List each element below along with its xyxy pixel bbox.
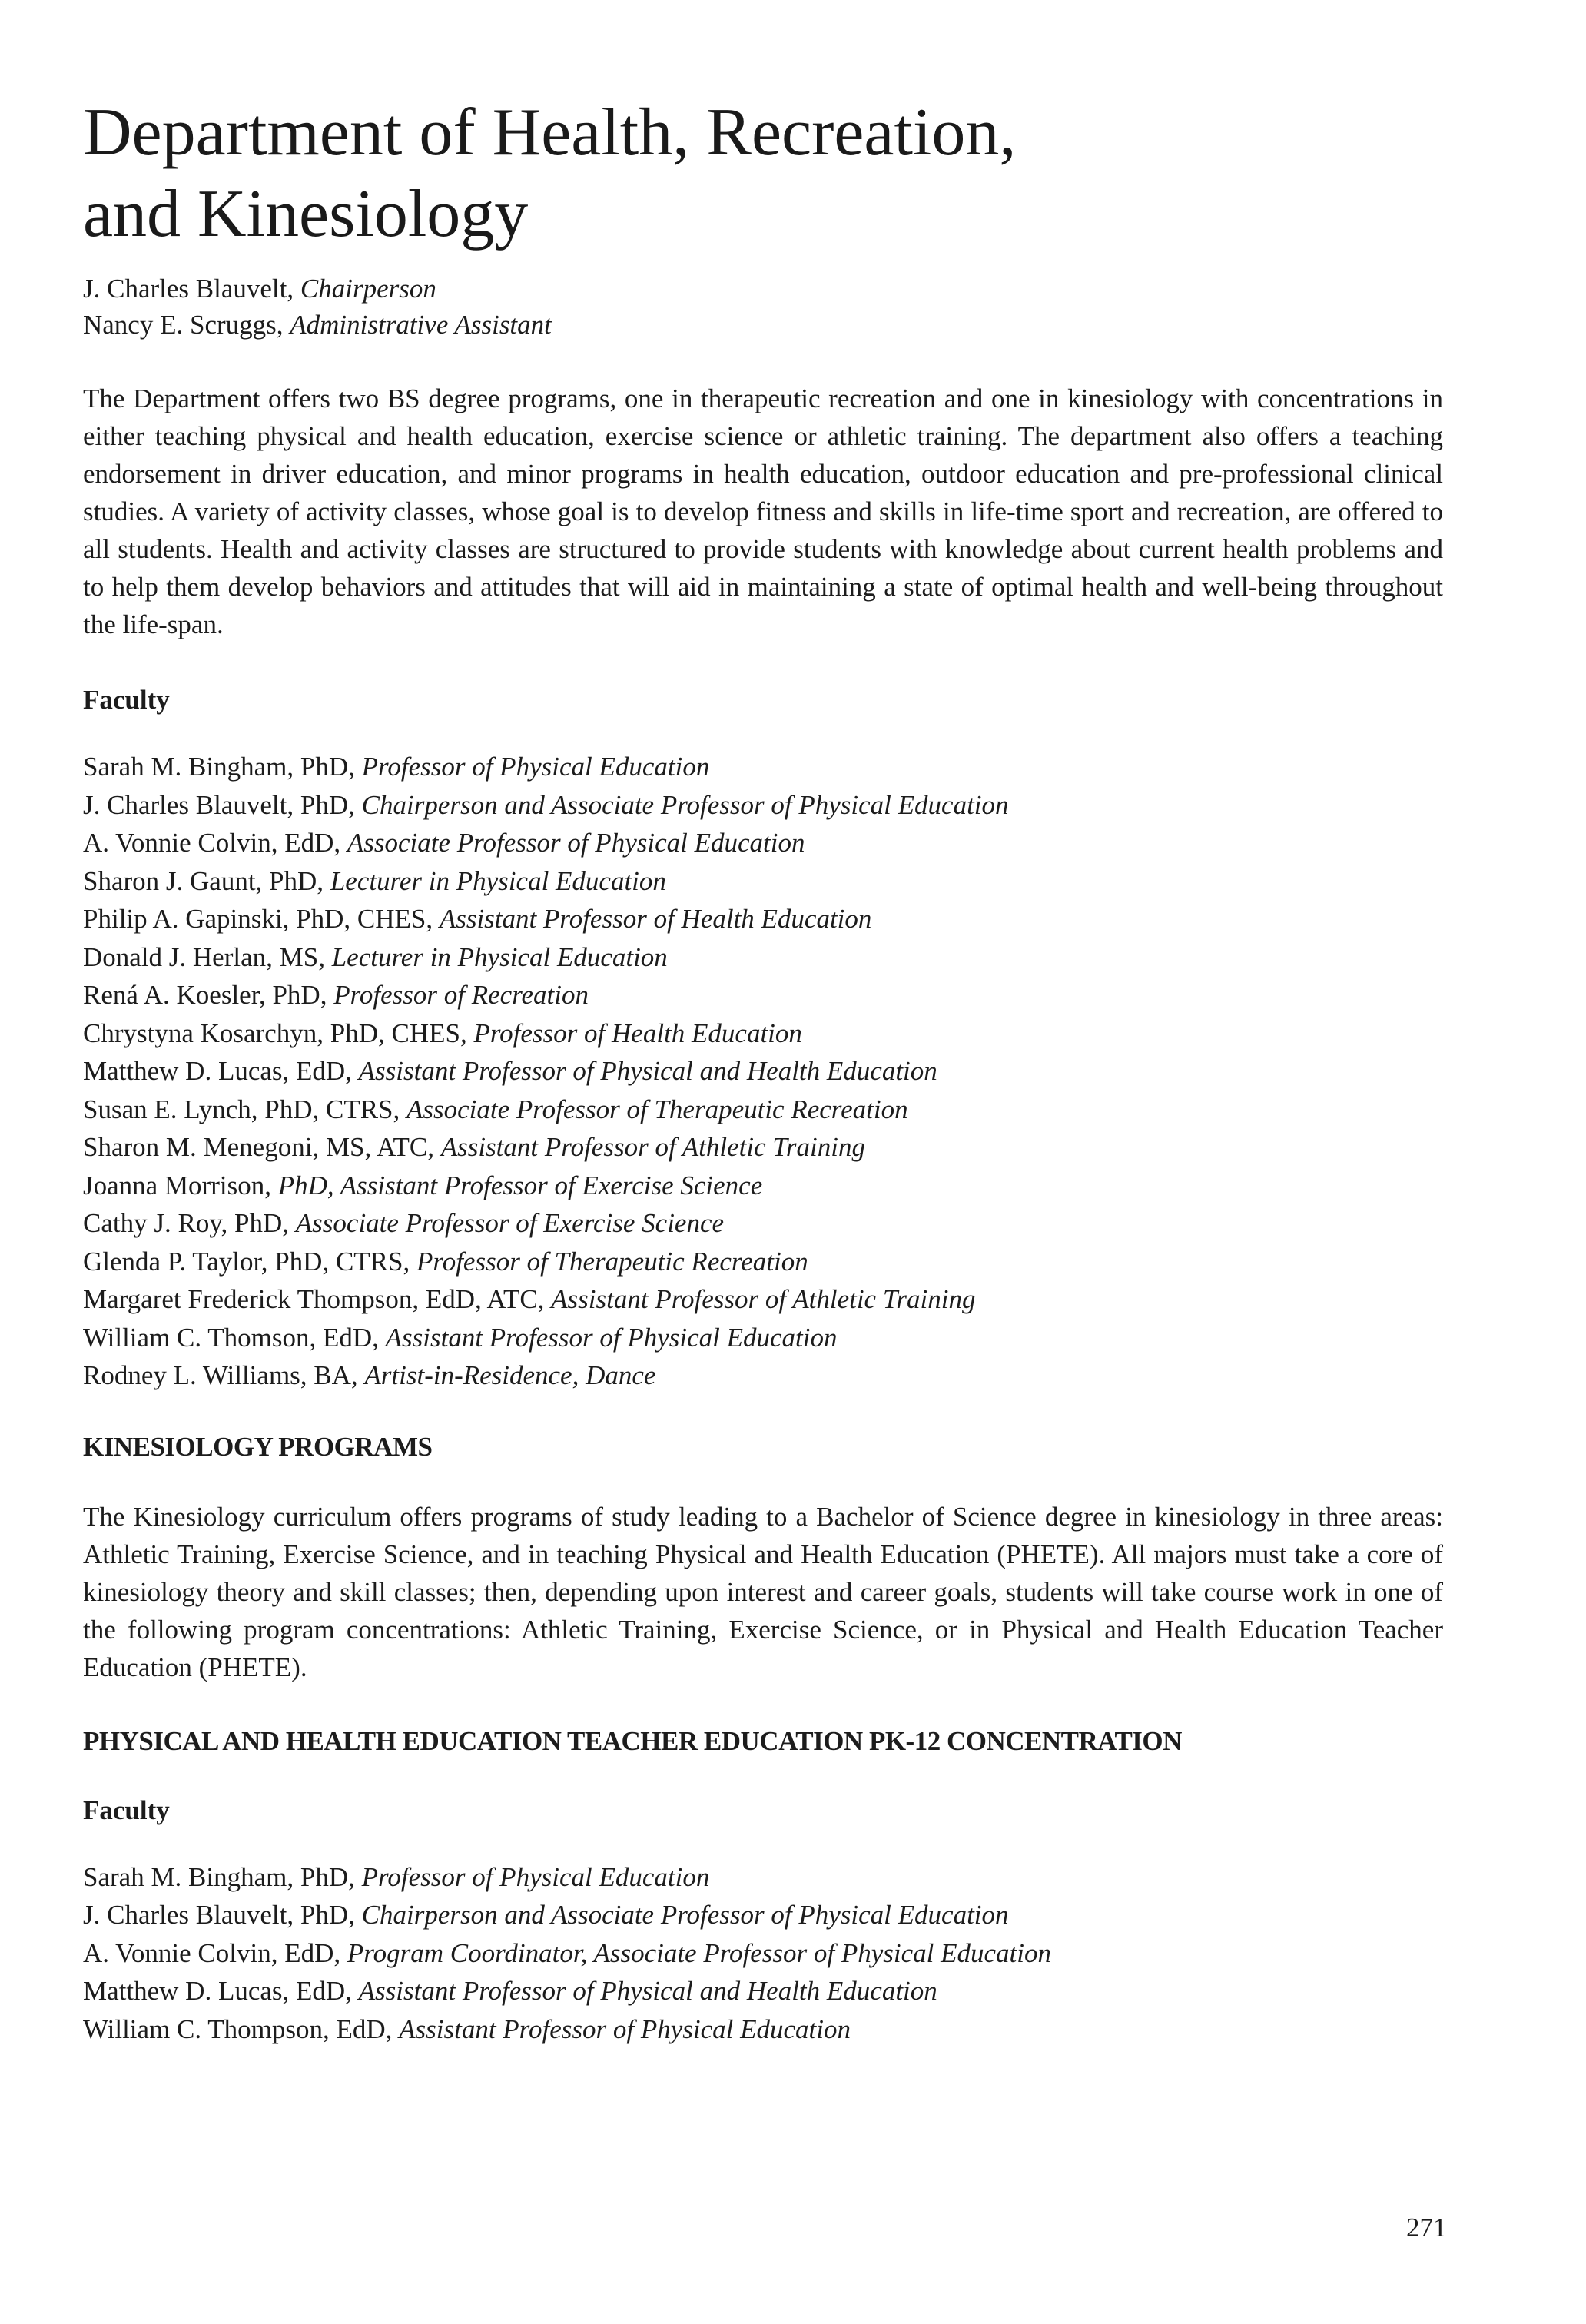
faculty-row [83, 976, 1443, 1014]
faculty-name: Rodney L. Williams, BA, [83, 1360, 365, 1390]
staff-row-chairperson [83, 271, 1443, 307]
faculty-row [83, 824, 1443, 862]
faculty-title: Professor of Health Education [473, 1018, 802, 1048]
title-line-1: Department of Health, Recreation, [83, 95, 1017, 170]
kinesiology-description: The Kinesiology curriculum offers programs of study leading to a Bachelor of Science degree in kinesiology in three areas: Athletic Training, Exercise Science, and in teaching Physical and Health Education (PHETE). All majors must take a core of kinesiology theory and skill classes; then, depending upon interest and career goals, students will take course work in one of the following program concentrations: Athletic Training, Exercise Science, or in Physical and Health Education Teacher Education (PHETE). [83, 1501, 1443, 1682]
phete-heading: PHYSICAL AND HEALTH EDUCATION TEACHER EDUCATION PK-12 CONCENTRATION [83, 1725, 1182, 1756]
faculty-row [83, 1091, 1443, 1129]
faculty-name: Sharon J. Gaunt, PhD, [83, 865, 330, 896]
faculty-name: Chrystyna Kosarchyn, PhD, CHES, [83, 1018, 474, 1048]
faculty-name: Glenda P. Taylor, PhD, CTRS, [83, 1246, 416, 1277]
staff-name: J. Charles Blauvelt, [83, 274, 300, 304]
faculty-title: Program Coordinator, Associate Professor of Physical Education [347, 1937, 1052, 1968]
faculty-name: William C. Thomson, EdD, [83, 1322, 386, 1353]
faculty-row [83, 786, 1443, 825]
faculty-row [83, 1052, 1443, 1091]
faculty-row [83, 1014, 1443, 1053]
faculty-row [83, 1167, 1443, 1205]
faculty-title: Assistant Professor of Health Education [439, 904, 872, 934]
staff-role: Chairperson [300, 274, 436, 304]
faculty-title: Lecturer in Physical Education [331, 941, 668, 972]
faculty-name: Joanna Morrison, [83, 1170, 278, 1200]
faculty-title: Assistant Professor of Athletic Training [440, 1132, 865, 1162]
faculty-row [83, 1319, 1443, 1357]
faculty-name: Philip A. Gapinski, PhD, CHES, [83, 904, 440, 934]
faculty-row [83, 1934, 1443, 1973]
faculty-row [83, 938, 1443, 977]
faculty-name: Sarah M. Bingham, PhD, [83, 752, 362, 782]
faculty-title: Lecturer in Physical Education [330, 865, 666, 896]
staff-role: Administrative Assistant [290, 310, 552, 340]
faculty-title: Assistant Professor of Physical and Health Education [358, 1056, 937, 1086]
title-line-2: and Kinesiology [83, 177, 529, 251]
faculty-row [83, 1896, 1443, 1934]
faculty-title: Assistant Professor of Physical and Health Education [358, 1976, 937, 2006]
phete-faculty-heading: Faculty [83, 1794, 170, 1825]
faculty-name: Matthew D. Lucas, EdD, [83, 1056, 359, 1086]
faculty-row [83, 900, 1443, 938]
faculty-title: Associate Professor of Exercise Science [295, 1208, 725, 1238]
faculty-row [83, 1204, 1443, 1243]
faculty-name: Cathy J. Roy, PhD, [83, 1208, 296, 1238]
faculty-name: William C. Thompson, EdD, [83, 2014, 400, 2044]
faculty-title: Professor of Recreation [333, 980, 589, 1010]
page-title [83, 92, 1443, 255]
faculty-title: Assistant Professor of Physical Education [385, 1322, 838, 1353]
faculty-row [83, 2010, 1443, 2049]
faculty-name: J. Charles Blauvelt, PhD, [83, 789, 362, 820]
faculty-heading: Faculty [83, 685, 170, 715]
faculty-row [83, 1858, 1443, 1897]
faculty-row [83, 1280, 1443, 1319]
faculty-row [83, 1356, 1443, 1395]
faculty-row [83, 1243, 1443, 1281]
faculty-title: Assistant Professor of Athletic Training [551, 1284, 976, 1314]
document-page [83, 92, 1443, 2048]
department-intro: The Department offers two BS degree programs, one in therapeutic recreation and one in kinesiology with concentrations in either teaching physical and health education, exercise science or athletic training. The department also offers a teaching endorsement in driver education, and minor programs in health education, outdoor education and pre-professional clinical studies. A variety of activity classes, whose goal is to develop fitness and skills in life-time sport and recreation, are offered to all students. Health and activity classes are structured to provide students with knowledge about current health problems and to help them develop behaviors and attitudes that will aid in maintaining a state of optimal health and well-being throughout the life-span. [83, 383, 1443, 639]
faculty-row [83, 862, 1443, 901]
faculty-title: Professor of Physical Education [361, 1861, 710, 1892]
faculty-title: Chairperson and Associate Professor of Physical Education [361, 1900, 1009, 1930]
faculty-title: Associate Professor of Therapeutic Recreation [406, 1094, 908, 1124]
staff-row-assistant [83, 307, 1443, 343]
faculty-list [83, 748, 1443, 1395]
faculty-name: Sharon M. Menegoni, MS, ATC, [83, 1132, 441, 1162]
faculty-title: Chairperson and Associate Professor of Physical Education [361, 789, 1009, 820]
kinesiology-heading: KINESIOLOGY PROGRAMS [83, 1431, 433, 1462]
faculty-name: Matthew D. Lucas, EdD, [83, 1976, 359, 2006]
faculty-name: Donald J. Herlan, MS, [83, 941, 332, 972]
faculty-row [83, 1972, 1443, 2010]
faculty-title: Assistant Professor of Physical Education [399, 2014, 851, 2044]
faculty-name: J. Charles Blauvelt, PhD, [83, 1900, 362, 1930]
faculty-title: Artist-in-Residence, Dance [364, 1360, 656, 1390]
faculty-title: Professor of Therapeutic Recreation [416, 1246, 808, 1277]
phete-faculty-list [83, 1858, 1443, 2049]
faculty-name: Margaret Frederick Thompson, EdD, ATC, [83, 1284, 552, 1314]
faculty-title: Associate Professor of Physical Education [347, 828, 805, 858]
faculty-name: A. Vonnie Colvin, EdD, [83, 1937, 347, 1968]
department-staff [83, 271, 1443, 343]
page-number: 271 [1406, 2213, 1447, 2243]
faculty-title: PhD, Assistant Professor of Exercise Science [277, 1170, 763, 1200]
faculty-row [83, 748, 1443, 786]
faculty-row [83, 1128, 1443, 1167]
faculty-name: Sarah M. Bingham, PhD, [83, 1861, 362, 1892]
faculty-name: Susan E. Lynch, PhD, CTRS, [83, 1094, 407, 1124]
faculty-title: Professor of Physical Education [361, 752, 710, 782]
staff-name: Nancy E. Scruggs, [83, 310, 290, 340]
faculty-name: Rená A. Koesler, PhD, [83, 980, 334, 1010]
faculty-name: A. Vonnie Colvin, EdD, [83, 828, 347, 858]
